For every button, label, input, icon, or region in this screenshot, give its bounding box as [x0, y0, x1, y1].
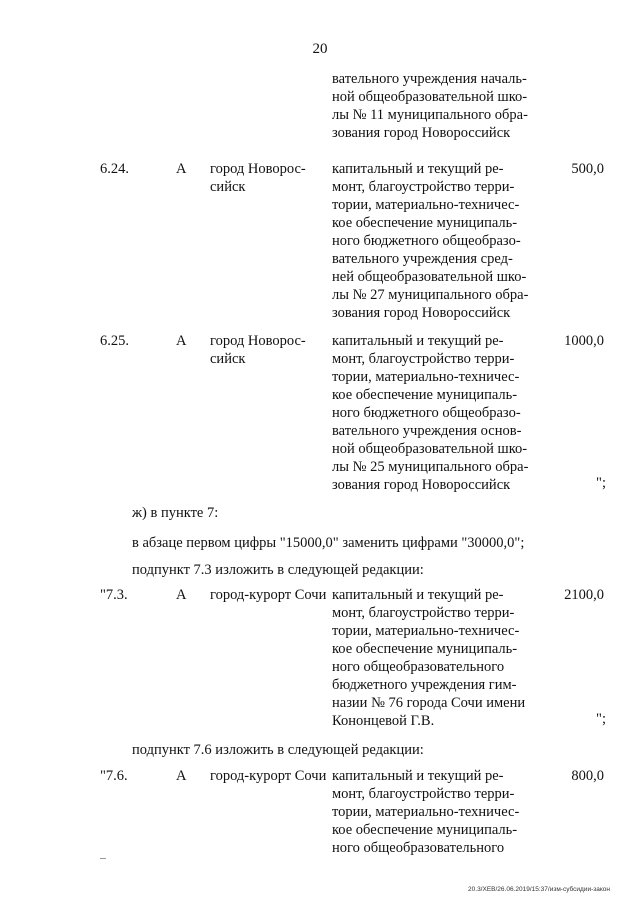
margin-tick — [100, 858, 106, 859]
row-category: А — [176, 587, 187, 603]
closing-quote: "; — [596, 475, 606, 491]
closing-quote: "; — [596, 711, 606, 727]
row-description: капитальный и текущий ре- монт, благоустройство терри- тории, материально-техничес- кое обеспечение муниципаль- ного бюджетного общеобразо- вательного учреждения основ- ной общеобразовательной шко- лы № 25 муниципального обра- зования город Новороссийск — [332, 333, 529, 493]
row-city: город Новорос- сийск — [210, 161, 306, 195]
row-city: город Новорос- сийск — [210, 333, 306, 367]
paragraph-subitem-7-6: подпункт 7.6 изложить в следующей редакции: — [132, 742, 424, 758]
paragraph-subitem-7-3: подпункт 7.3 изложить в следующей редакции: — [132, 562, 424, 578]
row-description: капитальный и текущий ре- монт, благоустройство терри- тории, материально-техничес- кое обеспечение муниципаль- ного общеобразовательного — [332, 768, 520, 856]
row-description: капитальный и текущий ре- монт, благоустройство терри- тории, материально-техничес- кое обеспечение муниципаль- ного общеобразовательного бюджетного учреждения гим- назии № 76 города Сочи имени Кононцевой Г.В. — [332, 587, 526, 729]
continuation-text: вательного учреждения началь- ной общеобразовательной шко- лы № 11 муниципального обра- зования город Новороссийск — [332, 71, 528, 141]
page-number: 20 — [312, 41, 328, 57]
row-number: 6.24. — [100, 161, 129, 177]
row-amount: 800,0 — [571, 768, 604, 784]
row-amount: 2100,0 — [564, 587, 604, 603]
row-number: 6.25. — [100, 333, 129, 349]
row-city: город-курорт Сочи — [210, 587, 327, 603]
row-number: "7.3. — [100, 587, 128, 603]
row-description: капитальный и текущий ре- монт, благоустройство терри- тории, материально-техничес- кое обеспечение муниципаль- ного бюджетного общеобразо- вательного учреждения сред- ней общеобразовательной шко- лы № 27 муниципального обра- зования город Новороссийск — [332, 161, 529, 321]
paragraph-amendment: в абзаце первом цифры "15000,0" заменить цифрами "30000,0"; — [132, 535, 525, 551]
paragraph-item-zh: ж) в пункте 7: — [132, 505, 219, 521]
row-category: А — [176, 161, 187, 177]
row-number: "7.6. — [100, 768, 128, 784]
row-city: город-курорт Сочи — [210, 768, 327, 784]
row-category: А — [176, 768, 187, 784]
row-amount: 1000,0 — [564, 333, 604, 349]
row-category: А — [176, 333, 187, 349]
row-amount: 500,0 — [571, 161, 604, 177]
footer-code: 20.3/XEB/26.06.2019/15:37/изм-субсидии-закон — [468, 886, 610, 893]
